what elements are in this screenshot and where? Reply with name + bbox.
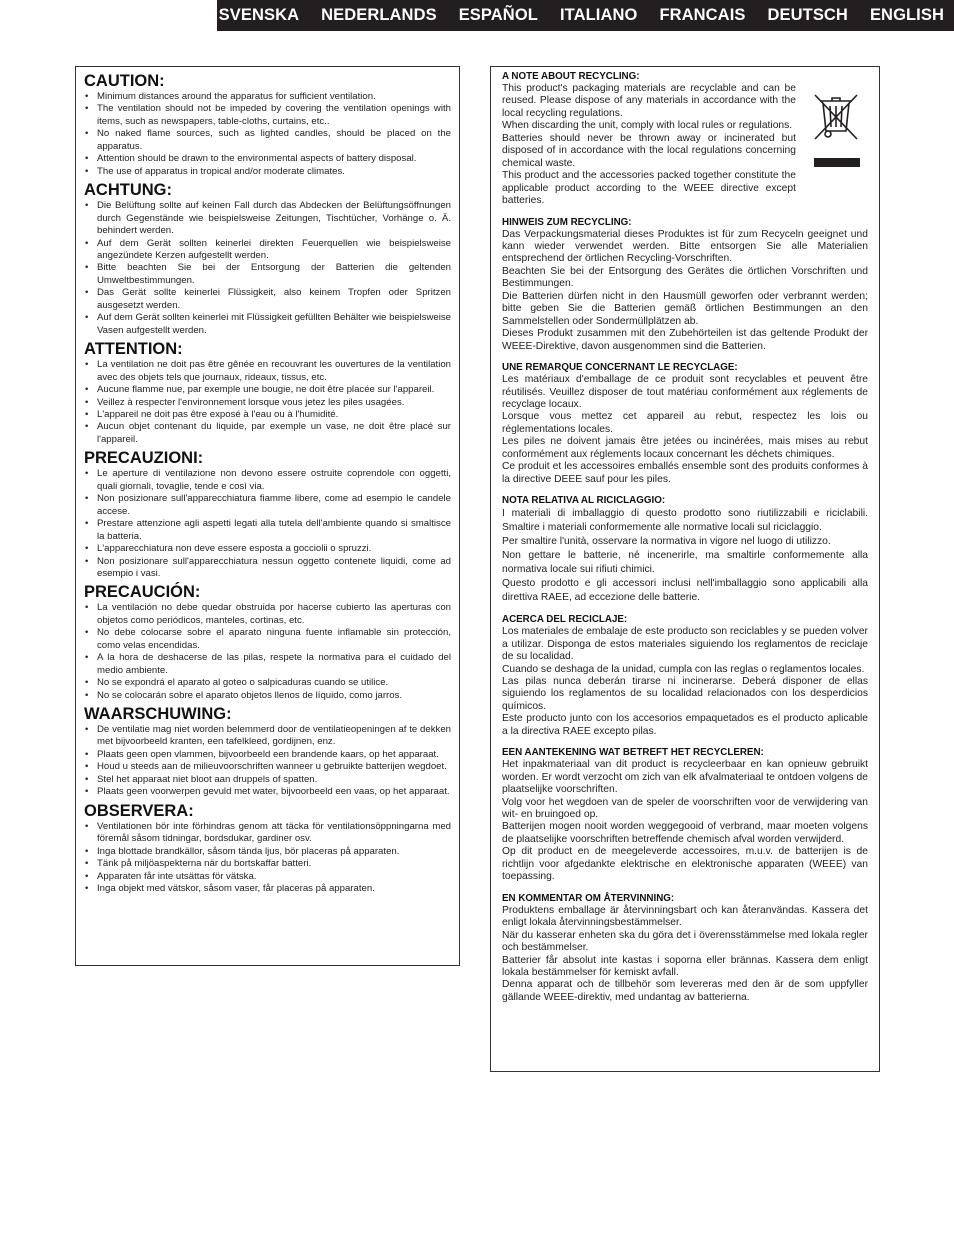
- safety-item: • Plaats geen open vlammen, bijvoorbeeld een brandende kaars, op het apparaat.: [84, 749, 451, 761]
- safety-item: • The use of apparatus in tropical and/or moderate climates.: [84, 166, 451, 178]
- recycling-paragraph: Este producto junto con los accesorios empaquetados es el producto aplicable a la directiva RAEE excepto pilas.: [502, 713, 868, 737]
- safety-heading: PRECAUCIÓN:: [84, 583, 201, 602]
- safety-item: • Inga objekt med vätskor, såsom vaser, får placeras på apparaten.: [84, 883, 451, 895]
- safety-warnings-box: [75, 66, 460, 966]
- safety-item: • Prestare attenzione agli aspetti legati alla tutela dell'ambiente quando si smaltisce la batteria.: [84, 518, 451, 543]
- lang-tab-italiano: ITALIANO: [559, 6, 638, 24]
- safety-item: • Minimum distances around the apparatus for sufficient ventilation.: [84, 91, 451, 103]
- safety-list: [84, 468, 451, 580]
- safety-item: • Ventilationen bör inte förhindras genom att täcka för ventilationsöppningarna med föremål såsom tidningar, bordsdukar, gardiner osv.: [84, 821, 451, 846]
- recycling-paragraph: Non gettare le batterie, né incenerirle, ma smaltirle conformemente alla normativa locale sui rifiuti chimici.: [502, 550, 868, 576]
- lang-tab-svenska: SVENSKA: [218, 6, 300, 24]
- recycling-paragraph: När du kasserar enheten ska du göra det i överensstämmelse med lokala regler och bestämmelser.: [502, 929, 868, 954]
- safety-item: • Non posizionare sull'apparecchiatura nessun oggetto contenete liquidi, come ad esempio i vasi.: [84, 556, 451, 581]
- safety-section-precaucion: [84, 582, 451, 702]
- safety-item: • Veillez à respecter l'environnement lorsque vous jetez les piles usagées.: [84, 397, 451, 409]
- safety-item: • Auf dem Gerät sollten keinerlei direkten Feuerquellen wie beispielsweise angezündete Kerzen aufgestellt werden.: [84, 238, 451, 263]
- safety-item: • Stel het apparaat niet bloot aan druppels of spatten.: [84, 774, 451, 786]
- recycling-paragraph: Questo prodotto e gli accessori inclusi nell'imballaggio sono applicabili alla direttiva RAEE, ad eccezione delle batterie.: [502, 578, 868, 604]
- recycling-paragraph: Ce produit et les accessoires emballés ensemble sont des produits conformes à la directive DEEE sauf pour les piles.: [502, 461, 868, 485]
- safety-item: • Aucune flamme nue, par exemple une bougie, ne doit être placée sur l'appareil.: [84, 384, 451, 396]
- safety-list: [84, 200, 451, 337]
- recycling-paragraph: Produktens emballage är återvinningsbart och kan återanvändas. Kassera det enligt lokala återvinningsbestämmelser.: [502, 904, 868, 929]
- safety-list: [84, 91, 451, 178]
- recycling-section-acerca-del-reciclaje: [502, 614, 868, 738]
- recycling-heading: ACERCA DEL RECICLAJE:: [502, 614, 628, 626]
- recycling-paragraph: I materiali di imballaggio di questo prodotto sono riutilizzabili e riciclabili. Smaltire i materiali conformemente alle normative locali sul riciclaggio.: [502, 508, 868, 534]
- recycling-paragraph: Het inpakmateriaal van dit product is recycleerbaar en kan opnieuw gebruikt worden. Er wordt verzocht om zich van elk afvalmateriaal te ontdoen volgens de plaatselijke voorschriften.: [502, 759, 868, 796]
- lang-tab-espanol: ESPAÑOL: [458, 6, 538, 24]
- safety-list: [84, 724, 451, 799]
- safety-heading: WAARSCHUWING:: [84, 705, 232, 724]
- lang-tab-francais: FRANCAIS: [659, 6, 746, 24]
- safety-item: • Tänk på miljöaspekterna när du bortskaffar batteri.: [84, 858, 451, 870]
- lang-tab-deutsch: DEUTSCH: [767, 6, 848, 24]
- safety-item: • Non posizionare sull'apparecchiatura fiamme libere, come ad esempio le candele accese.: [84, 493, 451, 518]
- recycling-paragraph: Batteries should never be thrown away or incinerated but disposed of in accordance with the local regulations concerning chemical waste.: [502, 132, 796, 169]
- safety-item: • L'apparecchiatura non deve essere esposta a gocciolii o spruzzi.: [84, 543, 451, 555]
- recycling-section-en-kommentar-om-atervinning: [502, 893, 868, 1005]
- safety-list: [84, 821, 451, 896]
- recycling-paragraph: Les matériaux d'emballage de ce produit sont recyclables et peuvent être réutilisés. Veuillez disposer de tout matériau conformément aux réglements de recyclage locaux.: [502, 374, 868, 410]
- safety-section-achtung: [84, 180, 451, 337]
- safety-section-precauzioni: [84, 448, 451, 580]
- safety-item: • Inga blottade brandkällor, såsom tända ljus, bör placeras på apparaten.: [84, 846, 451, 858]
- recycling-heading: EN KOMMENTAR OM ÅTERVINNING:: [502, 892, 675, 904]
- safety-heading: ATTENTION:: [84, 340, 183, 359]
- safety-item: • Aucun objet contenant du liquide, par exemple un vase, ne doit être placé sur l'appareil.: [84, 421, 451, 446]
- safety-item: • Attention should be drawn to the environmental aspects of battery disposal.: [84, 153, 451, 165]
- safety-item: • Apparaten får inte utsättas för vätska.: [84, 871, 451, 883]
- safety-item: • No debe colocarse sobre el aparato ninguna fuente inflamable sin protección, como velas encendidas.: [84, 627, 451, 652]
- safety-heading: ACHTUNG:: [84, 181, 172, 200]
- safety-item: • The ventilation should not be impeded by covering the ventilation openings with items, such as newspapers, table-cloths, curtains, etc..: [84, 103, 451, 128]
- safety-item: • A la hora de deshacerse de las pilas, respete la normativa para el cuidado del medio ambiente.: [84, 652, 451, 677]
- safety-item: • Le aperture di ventilazione non devono essere ostruite coprendole con oggetti, quali giornali, tovaglie, tende e così via.: [84, 468, 451, 493]
- recycling-heading: A NOTE ABOUT RECYCLING:: [502, 71, 640, 82]
- recycling-paragraph: Batterijen mogen nooit worden weggegooid of verbrand, maar moeten volgens de plaatselijke voorschriften betreffende chemisch afval worden verwijderd.: [502, 821, 868, 845]
- recycling-paragraph: Dieses Produkt zusammen mit den Zubehörteilen ist das geltende Produkt der WEEE-Direktive, davon ausgenommen sind die Batterien.: [502, 328, 868, 352]
- recycling-paragraph: Die Batterien dürfen nicht in den Hausmüll geworfen oder verbrannt werden; bitte geben Sie die Batterien gemäß örtlichen Bestimmungen an den Sammelstellen oder Sondermüllplätzen ab.: [502, 290, 868, 327]
- safety-heading: PRECAUZIONI:: [84, 449, 204, 468]
- recycling-paragraph: Denna apparat och de tillbehör som levereras med den är de som uppfyller gällande WEEE-direktiv, med undantag av batterierna.: [502, 979, 868, 1003]
- recycling-paragraph: Op dit product en de meegeleverde accessoires, m.u.v. de batterijen is de richtlijn voor afgedankte elektrische en elektronische apparaten (WEEE) van toepassing.: [502, 846, 868, 883]
- recycling-heading: EEN AANTEKENING WAT BETREFT HET RECYCLEREN:: [502, 747, 764, 759]
- recycling-paragraph: Los materiales de embalaje de este producto son reciclables y se pueden volver a utilizar. Disponga de estos materiales siguiendo los reglamentos de reciclaje de su localidad.: [502, 626, 868, 663]
- recycling-paragraph: Volg voor het wegdoen van de speler de voorschriften voor de verwijdering van wit- en bruingoed op.: [502, 796, 868, 821]
- language-bar: [217, 0, 954, 31]
- recycling-paragraph: Las pilas nunca deberán tirarse ni incinerarse. Deberá disponer de ellas siguiendo los reglamentos de su localidad relacionados con los desperdicios químicos.: [502, 675, 868, 712]
- safety-item: • Houd u steeds aan de milieuvoorschriften wanneer u gebruikte batterijen wegdoet.: [84, 761, 451, 773]
- recycling-heading: UNE REMARQUE CONCERNANT LE RECYCLAGE:: [502, 362, 738, 374]
- safety-list: [84, 359, 451, 446]
- recycling-paragraph: Lorsque vous mettez cet appareil au rebut, respectez les lois ou réglementations locales.: [502, 411, 868, 435]
- safety-heading: OBSERVERA:: [84, 801, 194, 820]
- safety-item: • No se colocarán sobre el aparato objetos llenos de líquido, como jarros.: [84, 690, 451, 702]
- recycling-section-een-aantekening-wat-betreft-het-recycleren: [502, 747, 868, 884]
- lang-tab-nederlands: NEDERLANDS: [321, 6, 437, 24]
- safety-section-caution: [84, 71, 451, 178]
- recycling-paragraph: This product and the accessories packed together constitute the applicable product according to the WEEE directive except batteries.: [502, 170, 796, 207]
- safety-item: • Das Gerät sollte keinerlei Flüssigkeit, also keinem Tropfen oder Spritzen ausgesetzt werden.: [84, 287, 451, 312]
- safety-item: • Die Belüftung sollte auf keinen Fall durch das Abdecken der Belüftungsöffnungen durch Gegenstände wie beispielsweise Zeitungen, Tischtücher, Vorhänge o. Ä. behindert werden.: [84, 200, 451, 237]
- crossed-out-wheelie-bin-icon: [811, 89, 861, 171]
- safety-item: • No naked flame sources, such as lighted candles, should be placed on the apparatus.: [84, 128, 451, 153]
- recycling-paragraph: This product's packaging materials are recyclable and can be reused. Please dispose of any materials in accordance with the local recycling regulations.: [502, 83, 796, 119]
- recycling-section-nota-relativa-al-riciclaggio: [502, 495, 868, 605]
- recycling-section-une-remarque-concernant-le-recyclage: [502, 362, 868, 486]
- safety-item: • No se expondrá el aparato al goteo o salpicaduras cuando se utilice.: [84, 677, 451, 689]
- recycling-paragraph: Batterier får absolut inte kastas i soporna eller brännas. Kassera dem enligt lokala bestämmelser för kemiskt avfall.: [502, 954, 868, 979]
- safety-item: • La ventilación no debe quedar obstruida por hacerse cubierto las aperturas con objetos como periódicos, manteles, cortinas, etc.: [84, 602, 451, 627]
- safety-section-observera: [84, 801, 451, 896]
- recycling-paragraph: Per smaltire l'unità, osservare la normativa in vigore nel luogo di utilizzo.: [502, 536, 831, 548]
- recycling-paragraph: Das Verpackungsmaterial dieses Produktes ist für zum Recyceln geeignet und kann wieder verwendet werden. Bitte entsorgen Sie alle Materialien entsprechend der örtlichen Recycling-Vorschriften.: [502, 228, 868, 265]
- recycling-paragraph: Beachten Sie bei der Entsorgung des Gerätes die örtlichen Vorschriften und Bestimmungen.: [502, 265, 868, 290]
- recycling-paragraph: Cuando se deshaga de la unidad, cumpla con las reglas o reglamentos locales.: [502, 663, 865, 675]
- safety-item: • Auf dem Gerät sollten keinerlei mit Flüssigkeit gefüllten Behälter wie beispielsweise Vasen aufgestellt werden.: [84, 312, 451, 337]
- safety-item: • L'appareil ne doit pas être exposé à l'eau ou à l'humidité.: [84, 409, 451, 421]
- recycling-section-hinweis-zum-recycling: [502, 217, 868, 354]
- safety-item: • De ventilatie mag niet worden belemmerd door de ventilatieopeningen af te dekken met bijvoorbeeld kranten, een tafelkleed, gordijnen, enz.: [84, 724, 451, 749]
- recycling-notes-box: [490, 66, 880, 1072]
- safety-heading: CAUTION:: [84, 72, 165, 90]
- lang-tab-english: ENGLISH: [869, 6, 944, 24]
- safety-list: [84, 602, 451, 702]
- recycling-paragraph: When discarding the unit, comply with local rules or regulations.: [502, 120, 793, 132]
- safety-item: • La ventilation ne doit pas être gênée en recouvrant les ouvertures de la ventilation avec des objets tels que journaux, rideaux, tissus, etc.: [84, 359, 451, 384]
- recycling-heading: HINWEIS ZUM RECYCLING:: [502, 216, 632, 228]
- safety-section-attention: [84, 339, 451, 446]
- recycling-paragraph: Les piles ne doivent jamais être jetées ou incinérées, mais mises au rebut conformément aux réglements locaux concernant les déchets chimiques.: [502, 436, 868, 460]
- recycling-heading: NOTA RELATIVA AL RICICLAGGIO:: [502, 495, 666, 507]
- safety-section-waarschuwing: [84, 704, 451, 799]
- safety-item: • Plaats geen voorwerpen gevuld met water, bijvoorbeeld een vaas, op het apparaat.: [84, 786, 451, 798]
- safety-item: • Bitte beachten Sie bei der Entsorgung der Batterien die geltenden Umweltbestimmungen.: [84, 262, 451, 287]
